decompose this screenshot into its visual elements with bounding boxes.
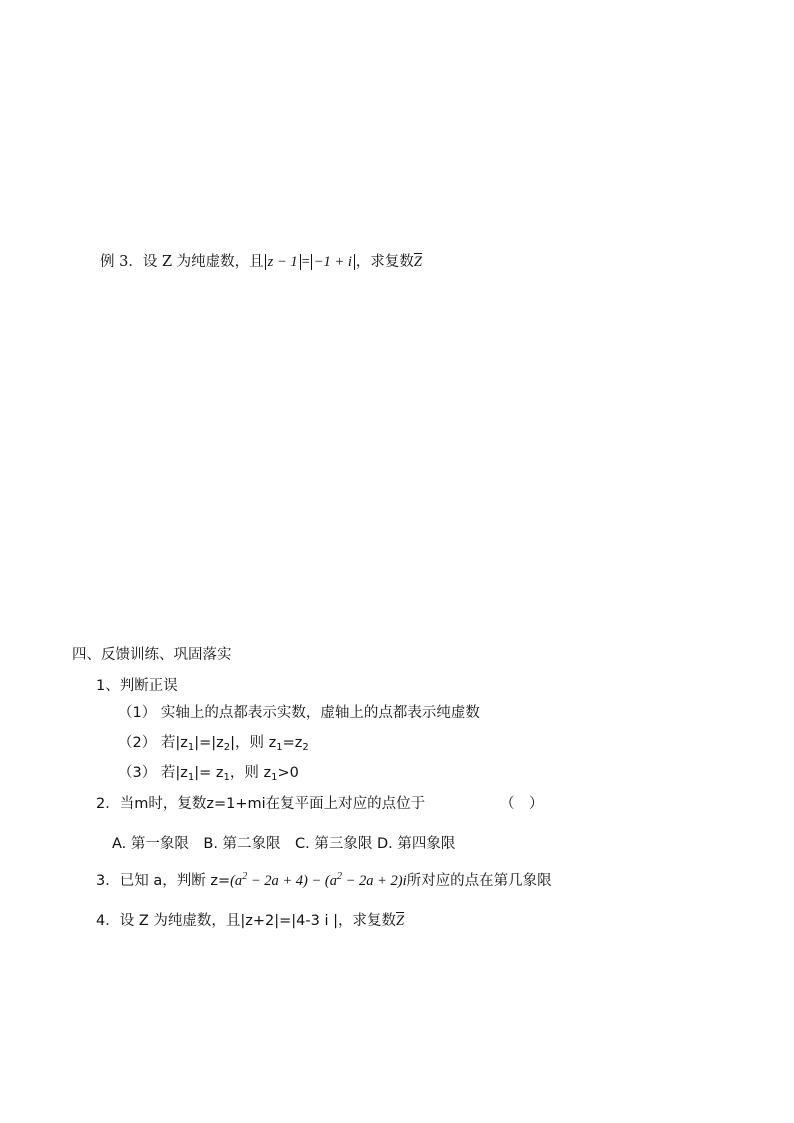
subscript: 2: [223, 742, 231, 753]
q3-expr-part: − 2a + 4) − (a: [247, 873, 337, 889]
abs-minus-1-plus-i: −1 + i: [311, 254, 355, 270]
q3-expr-part: − 2a + 2)i: [341, 873, 407, 889]
q1-item-3-post: ，则 z: [229, 765, 272, 781]
subscript: 1: [271, 772, 278, 783]
q1-item-3: [118, 763, 299, 788]
abs-z-minus-1: z − 1: [265, 254, 301, 270]
equals-sign: =: [301, 254, 310, 270]
q3-expr-part: (a: [230, 873, 243, 889]
z-conjugate: $\overline{Z}$: [395, 913, 405, 929]
q2-answer-parens: （ ）: [500, 796, 544, 812]
example-3-label: 例 3．设 Z 为纯虚数，且: [100, 254, 264, 270]
q1-item-2-mid: |=|z: [194, 735, 224, 751]
q2-choices: A. 第一象限 B. 第二象限 C. 第三象限 D. 第四象限: [112, 836, 456, 852]
q3-expression: [230, 873, 407, 889]
q1-item-1-text: 实轴上的点都表示实数，虚轴上的点都表示纯虚数: [160, 705, 480, 721]
q1-item-3-post2: >0: [277, 765, 299, 781]
q1-item-2-num: （2）: [118, 735, 157, 751]
z-conjugate: $\overline{Z}$: [413, 254, 422, 270]
q1-item-3-num: （3）: [118, 765, 157, 781]
q1-item-3-pre: 若|z: [160, 765, 188, 781]
superscript: 2: [336, 871, 342, 882]
q1-item-1-num: （1）: [118, 705, 157, 721]
q1-item-1: [118, 703, 480, 723]
q1-title: 1、判断正误: [96, 678, 178, 694]
example-3-tail: ，求复数: [355, 254, 414, 270]
q3-pre: 3．已知 a，判断 z=: [96, 873, 231, 889]
q2: [96, 794, 425, 814]
q1-item-2: [118, 733, 309, 758]
q1-item-2-pre: 若|z: [160, 735, 188, 751]
q4-text: 4．设 Z 为纯虚数，且|z+2|=|4-3 i |，求复数: [96, 913, 396, 929]
subscript: 1: [223, 772, 230, 783]
subscript: 1: [276, 742, 283, 753]
superscript: 2: [242, 871, 248, 882]
subscript: 1: [187, 772, 195, 783]
q1-item-3-mid: |= z: [194, 765, 224, 781]
q1-item-2-post2: =z: [282, 735, 303, 751]
q2-text: 2．当m时，复数z=1+mi在复平面上对应的点位于: [96, 796, 426, 812]
q4: [96, 911, 404, 931]
section-heading: 四、反馈训练、巩固落实: [72, 647, 232, 663]
example-3: [100, 252, 422, 272]
subscript: 2: [302, 742, 309, 753]
subscript: 1: [187, 742, 195, 753]
q3-post: 所对应的点在第几象限: [406, 873, 552, 889]
q1-item-2-post: |，则 z: [230, 735, 277, 751]
q3: [96, 867, 552, 891]
